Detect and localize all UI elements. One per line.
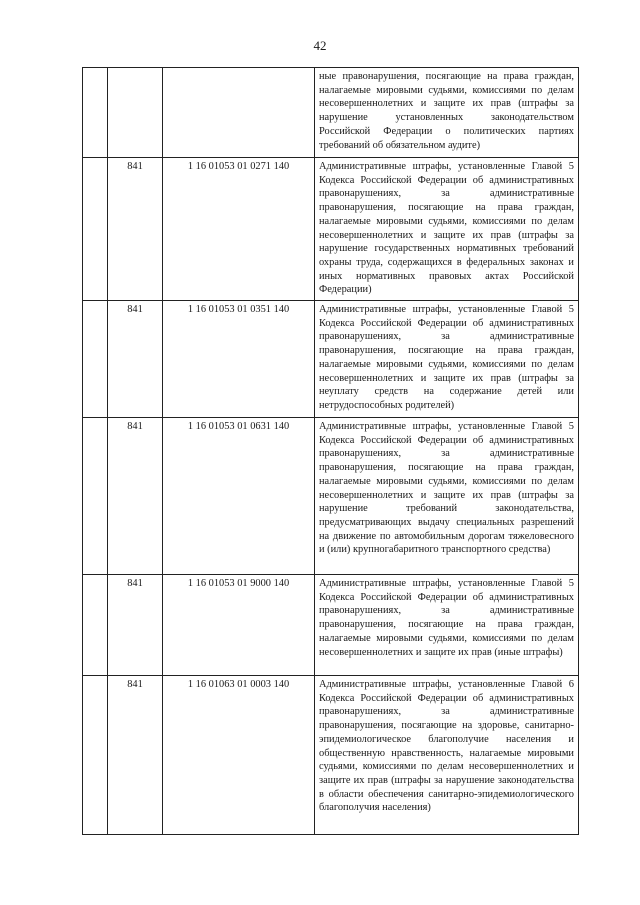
kbk-code-cell: 1 16 01063 01 0003 140	[163, 676, 315, 835]
description-cell: Административные штрафы, установленные Главой 5 Кодекса Российской Федерации об административных правонарушениях, за административные правонарушения, посягающие на права граждан, налагаемые мировыми судьями, комиссиями по делам несовершеннолетних и защите их прав (штрафы за неуплату средств на содержание детей или нетрудоспособных родителей)	[315, 301, 579, 418]
description-cell: Административные штрафы, установленные Главой 5 Кодекса Российской Федерации об административных правонарушениях, за административные правонарушения, посягающие на права граждан, налагаемые мировыми судьями, комиссиями по делам несовершеннолетних и защите их прав (иные штрафы)	[315, 575, 579, 676]
kbk-code-cell: 1 16 01053 01 9000 140	[163, 575, 315, 676]
table-row	[83, 158, 579, 301]
admin-code-cell: 841	[108, 575, 163, 676]
kbk-code-cell: 1 16 01053 01 0631 140	[163, 418, 315, 575]
row-number-cell	[83, 418, 108, 575]
row-number-cell	[83, 301, 108, 418]
table-row	[83, 418, 579, 575]
kbk-code-cell: 1 16 01053 01 0351 140	[163, 301, 315, 418]
description-cell: Административные штрафы, установленные Главой 6 Кодекса Российской Федерации об административных правонарушениях, за административные правонарушения, посягающие на здоровье, санитарно-эпидемиологическое благополучие населения и общественную нравственность, налагаемые мировыми судьями, комиссиями по делам несовершеннолетних и защите их прав (штрафы за нарушение законодательства в области обеспечения санитарно-эпидемиологического благополучия населения)	[315, 676, 579, 835]
kbk-code-cell	[163, 68, 315, 158]
description-cell: Административные штрафы, установленные Главой 5 Кодекса Российской Федерации об административных правонарушениях, за административные правонарушения, посягающие на права граждан, налагаемые мировыми судьями, комиссиями по делам несовершеннолетних и защите их прав (штрафы за нарушение государственных нормативных требований охраны труда, содержащихся в федеральных законах и иных нормативных правовых актах Российской Федерации)	[315, 158, 579, 301]
row-number-cell	[83, 676, 108, 835]
table-row	[83, 676, 579, 835]
table-row	[83, 301, 579, 418]
admin-code-cell	[108, 68, 163, 158]
kbk-code-cell: 1 16 01053 01 0271 140	[163, 158, 315, 301]
row-number-cell	[83, 575, 108, 676]
page-number: 42	[313, 38, 327, 53]
admin-code-cell: 841	[108, 418, 163, 575]
description-cell: ные правонарушения, посягающие на права граждан, налагаемые мировыми судьями, комиссиями по делам несовершеннолетних и защите их прав (штрафы за нарушение установленных законодательством Российской Федерации о политических партиях требований об обязательном аудите)	[315, 68, 579, 158]
table-row	[83, 575, 579, 676]
description-cell: Административные штрафы, установленные Главой 5 Кодекса Российской Федерации об административных правонарушениях, за административные правонарушения, посягающие на права граждан, налагаемые мировыми судьями, комиссиями по делам несовершеннолетних и защите их прав (штрафы за нарушение требований законодательства, предусматривающих выдачу специальных разрешений на движение по автомобильным дорогам тяжеловесного и (или) крупногабаритного транспортного средства)	[315, 418, 579, 575]
row-number-cell	[83, 68, 108, 158]
budget-classification-table	[82, 67, 579, 835]
admin-code-cell: 841	[108, 301, 163, 418]
table-row	[83, 68, 579, 158]
admin-code-cell: 841	[108, 158, 163, 301]
row-number-cell	[83, 158, 108, 301]
admin-code-cell: 841	[108, 676, 163, 835]
